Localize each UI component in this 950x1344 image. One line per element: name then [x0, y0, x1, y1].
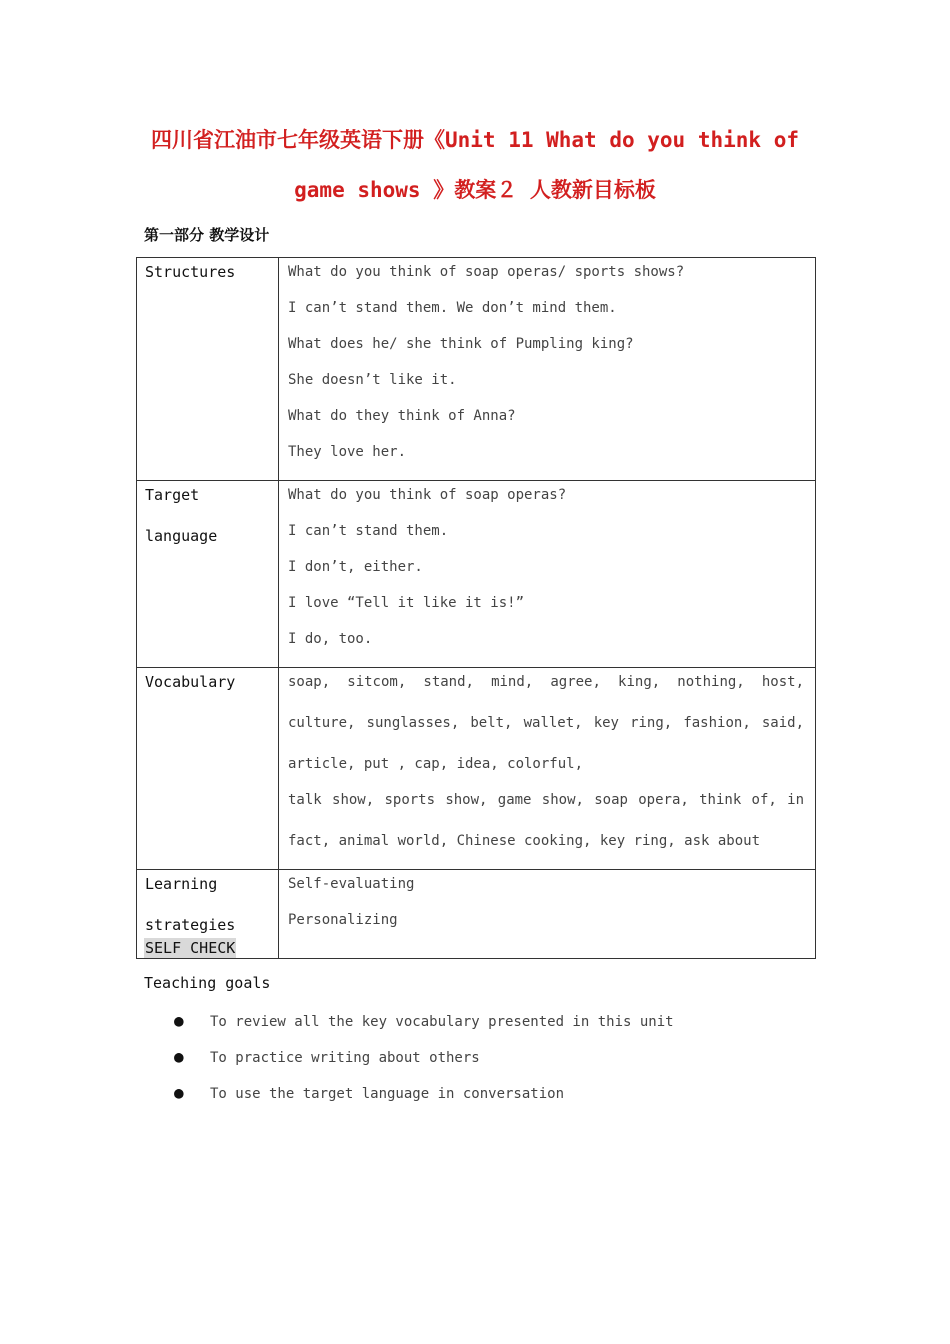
bullet-icon: ●	[174, 1047, 184, 1066]
list-item: ● To use the target language in conversation	[174, 1083, 565, 1102]
document-title-line-1: 四川省江油市七年级英语下册《Unit 11 What do you think of	[150, 128, 799, 152]
bullet-icon: ●	[174, 1083, 184, 1102]
target-language-line: I can’t stand them.	[288, 523, 449, 539]
structures-line: I can’t stand them. We don’t mind them.	[288, 300, 617, 316]
document-title-line-2: game shows 》教案２ 人教新目标板	[294, 178, 656, 202]
target-language-content	[279, 481, 816, 668]
vocabulary-line: talk show, sports show, game show, soap opera, think of, in	[288, 792, 804, 808]
target-language-line: I love “Tell it like it is!”	[288, 595, 525, 611]
target-language-line: I do, too.	[288, 631, 373, 647]
structures-line: What do you think of soap operas/ sports shows?	[288, 264, 685, 280]
learning-strategies-line: Personalizing	[288, 912, 398, 928]
structures-line: What does he/ she think of Pumpling king?	[288, 336, 634, 352]
target-language-line: I don’t, either.	[288, 559, 423, 575]
table-row-learning-strategies	[137, 870, 816, 959]
vocabulary-line: soap, sitcom, stand, mind, agree, king, nothing, host,	[288, 674, 804, 690]
list-item: ● To review all the key vocabulary presented in this unit	[174, 1011, 674, 1030]
vocabulary-content	[279, 668, 816, 870]
learning-strategies-line: Self-evaluating	[288, 876, 415, 892]
target-language-label: Target language	[137, 481, 279, 668]
learning-strategies-label: Learning strategies	[137, 870, 279, 959]
structures-line: What do they think of Anna?	[288, 408, 516, 424]
table-row-structures	[137, 258, 816, 481]
target-language-line: What do you think of soap operas?	[288, 487, 567, 503]
vocabulary-line: fact, animal world, Chinese cooking, key ring, ask about	[288, 833, 761, 849]
teaching-design-table	[136, 257, 816, 959]
table-row-vocabulary	[137, 668, 816, 870]
structures-line: She doesn’t like it.	[288, 372, 457, 388]
table-row-target-language	[137, 481, 816, 668]
self-check-heading: SELF CHECK	[145, 939, 236, 957]
section-heading: 第一部分 教学设计	[144, 226, 270, 244]
vocabulary-line: article, put , cap, idea, colorful,	[288, 756, 584, 772]
learning-strategies-content	[279, 870, 816, 959]
structures-line: They love her.	[288, 444, 407, 460]
vocabulary-line: culture, sunglasses, belt, wallet, key ring, fashion, said,	[288, 715, 804, 731]
teaching-goals-heading: Teaching goals	[144, 974, 271, 992]
vocabulary-label: Vocabulary	[137, 668, 279, 870]
structures-content	[279, 258, 816, 481]
structures-label: Structures	[137, 258, 279, 481]
bullet-icon: ●	[174, 1011, 184, 1030]
list-item: ● To practice writing about others	[174, 1047, 480, 1066]
